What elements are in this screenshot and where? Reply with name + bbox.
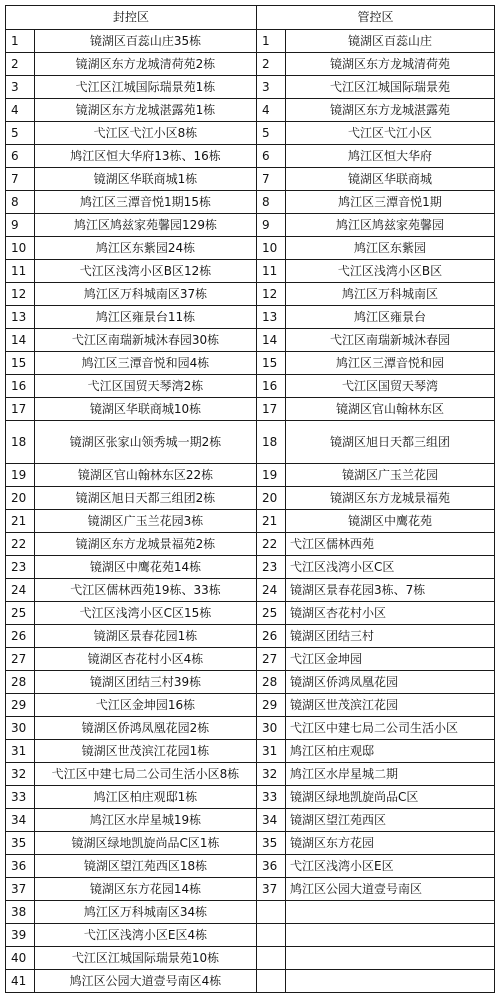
table-row: [6, 191, 495, 214]
lockdown-index-cell: 13: [6, 306, 35, 329]
lockdown-zone-cell: 镜湖区世茂滨江花园1栋: [35, 740, 257, 763]
table-row: [6, 352, 495, 375]
control-zone-cell: 镜湖区东方龙城湛露苑: [286, 99, 495, 122]
table-row: [6, 924, 495, 947]
control-index-cell: 10: [257, 237, 286, 260]
control-index-cell: 16: [257, 375, 286, 398]
lockdown-index-cell: 6: [6, 145, 35, 168]
control-index-cell: 8: [257, 191, 286, 214]
control-index-cell: 25: [257, 602, 286, 625]
control-index-cell: 1: [257, 30, 286, 53]
table-row: [6, 306, 495, 329]
table-row: [6, 145, 495, 168]
table-row: [6, 510, 495, 533]
lockdown-index-cell: 9: [6, 214, 35, 237]
table-row: [6, 625, 495, 648]
lockdown-index-cell: 31: [6, 740, 35, 763]
control-index-cell: 12: [257, 283, 286, 306]
control-zone-cell: 弋江区江城国际瑞景苑: [286, 76, 495, 99]
lockdown-zone-cell: 鸠江区雍景台11栋: [35, 306, 257, 329]
table-row: [6, 832, 495, 855]
control-zone-cell: 镜湖区中鹰花苑: [286, 510, 495, 533]
control-zone-cell: [286, 970, 495, 993]
lockdown-index-cell: 25: [6, 602, 35, 625]
table-row: [6, 533, 495, 556]
control-index-cell: 26: [257, 625, 286, 648]
control-index-cell: 29: [257, 694, 286, 717]
control-zone-cell: 鸠江区万科城南区: [286, 283, 495, 306]
lockdown-zone-cell: 弋江区浅湾小区C区15栋: [35, 602, 257, 625]
table-row: [6, 970, 495, 993]
table-row: [6, 237, 495, 260]
table-row: [6, 464, 495, 487]
lockdown-zone-cell: 弋江区金坤园16栋: [35, 694, 257, 717]
control-zone-cell: 镜湖区华联商城: [286, 168, 495, 191]
control-zone-cell: 鸠江区东紫园: [286, 237, 495, 260]
control-index-cell: 18: [257, 421, 286, 464]
control-zone-cell: 镜湖区团结三村: [286, 625, 495, 648]
lockdown-zone-cell: 镜湖区景春花园1栋: [35, 625, 257, 648]
table-row: [6, 375, 495, 398]
table-row: [6, 671, 495, 694]
lockdown-index-cell: 20: [6, 487, 35, 510]
lockdown-index-cell: 38: [6, 901, 35, 924]
lockdown-index-cell: 35: [6, 832, 35, 855]
lockdown-index-cell: 23: [6, 556, 35, 579]
control-zone-cell: 镜湖区杏花村小区: [286, 602, 495, 625]
lockdown-zone-cell: 鸠江区恒大华府13栋、16栋: [35, 145, 257, 168]
lockdown-zone-cell: 鸠江区三潭音悦1期15栋: [35, 191, 257, 214]
control-index-cell: 5: [257, 122, 286, 145]
lockdown-zone-cell: 弋江区儒林西苑19栋、33栋: [35, 579, 257, 602]
control-index-cell: 27: [257, 648, 286, 671]
control-zone-cell: 鸠江区雍景台: [286, 306, 495, 329]
header-control-zone: 管控区: [257, 6, 495, 30]
control-zone-cell: 鸠江区水岸星城二期: [286, 763, 495, 786]
control-index-cell: 37: [257, 878, 286, 901]
control-index-cell: 4: [257, 99, 286, 122]
table-row: [6, 786, 495, 809]
lockdown-index-cell: 32: [6, 763, 35, 786]
control-zone-cell: 弋江区浅湾小区C区: [286, 556, 495, 579]
table-row: [6, 740, 495, 763]
control-zone-cell: 弋江区国贸天琴湾: [286, 375, 495, 398]
lockdown-zone-cell: 弋江区弋江小区8栋: [35, 122, 257, 145]
control-zone-cell: [286, 924, 495, 947]
lockdown-zone-cell: 镜湖区广玉兰花园3栋: [35, 510, 257, 533]
control-index-cell: 13: [257, 306, 286, 329]
table-row: [6, 947, 495, 970]
control-zone-cell: 鸠江区恒大华府: [286, 145, 495, 168]
lockdown-index-cell: 4: [6, 99, 35, 122]
lockdown-index-cell: 10: [6, 237, 35, 260]
control-index-cell: 28: [257, 671, 286, 694]
zone-table-container: [5, 5, 495, 993]
control-index-cell: 31: [257, 740, 286, 763]
lockdown-index-cell: 37: [6, 878, 35, 901]
control-zone-cell: 弋江区南瑞新城沐春园: [286, 329, 495, 352]
header-row: [6, 6, 495, 30]
control-index-cell: [257, 947, 286, 970]
table-row: [6, 717, 495, 740]
table-row: [6, 579, 495, 602]
table-row: [6, 763, 495, 786]
lockdown-index-cell: 2: [6, 53, 35, 76]
lockdown-zone-cell: 鸠江区柏庄观邸1栋: [35, 786, 257, 809]
table-row: [6, 809, 495, 832]
lockdown-zone-cell: 镜湖区东方龙城景福苑2栋: [35, 533, 257, 556]
lockdown-zone-cell: 镜湖区张家山领秀城一期2栋: [35, 421, 257, 464]
lockdown-zone-cell: 鸠江区万科城南区37栋: [35, 283, 257, 306]
lockdown-index-cell: 8: [6, 191, 35, 214]
lockdown-index-cell: 27: [6, 648, 35, 671]
control-zone-cell: 镜湖区侨鸿凤凰花园: [286, 671, 495, 694]
lockdown-index-cell: 17: [6, 398, 35, 421]
lockdown-index-cell: 14: [6, 329, 35, 352]
lockdown-index-cell: 33: [6, 786, 35, 809]
lockdown-zone-cell: 弋江区江城国际瑞景苑10栋: [35, 947, 257, 970]
control-zone-cell: 镜湖区东方花园: [286, 832, 495, 855]
control-zone-cell: 弋江区儒林西苑: [286, 533, 495, 556]
lockdown-zone-cell: 镜湖区东方龙城湛露苑1栋: [35, 99, 257, 122]
control-index-cell: 22: [257, 533, 286, 556]
table-row: [6, 487, 495, 510]
control-index-cell: 14: [257, 329, 286, 352]
lockdown-zone-cell: 鸠江区公园大道壹号南区4栋: [35, 970, 257, 993]
table-row: [6, 329, 495, 352]
lockdown-zone-cell: 镜湖区旭日天都三组团2栋: [35, 487, 257, 510]
lockdown-index-cell: 1: [6, 30, 35, 53]
lockdown-zone-cell: 镜湖区东方龙城清荷苑2栋: [35, 53, 257, 76]
lockdown-index-cell: 24: [6, 579, 35, 602]
control-zone-cell: 镜湖区东方龙城清荷苑: [286, 53, 495, 76]
lockdown-index-cell: 34: [6, 809, 35, 832]
lockdown-zone-cell: 弋江区中建七局二公司生活小区8栋: [35, 763, 257, 786]
lockdown-index-cell: 11: [6, 260, 35, 283]
lockdown-zone-cell: 镜湖区望江苑西区18栋: [35, 855, 257, 878]
lockdown-index-cell: 7: [6, 168, 35, 191]
control-index-cell: 23: [257, 556, 286, 579]
header-lockdown-zone: 封控区: [6, 6, 257, 30]
control-zone-cell: 镜湖区旭日天都三组团: [286, 421, 495, 464]
control-zone-cell: 镜湖区广玉兰花园: [286, 464, 495, 487]
control-zone-cell: 鸠江区柏庄观邸: [286, 740, 495, 763]
lockdown-index-cell: 18: [6, 421, 35, 464]
control-index-cell: 2: [257, 53, 286, 76]
table-row: [6, 878, 495, 901]
table-row: [6, 76, 495, 99]
control-index-cell: 3: [257, 76, 286, 99]
control-zone-cell: 镜湖区官山翰林东区: [286, 398, 495, 421]
lockdown-index-cell: 21: [6, 510, 35, 533]
table-row: [6, 260, 495, 283]
table-row: [6, 99, 495, 122]
lockdown-zone-cell: 镜湖区绿地凯旋尚品C区1栋: [35, 832, 257, 855]
control-zone-cell: 鸠江区三潭音悦1期: [286, 191, 495, 214]
lockdown-zone-cell: 镜湖区百蕊山庄35栋: [35, 30, 257, 53]
lockdown-zone-cell: 弋江区浅湾小区E区4栋: [35, 924, 257, 947]
control-zone-cell: 鸠江区鸠兹家苑馨园: [286, 214, 495, 237]
table-row: [6, 214, 495, 237]
control-index-cell: 19: [257, 464, 286, 487]
table-row: [6, 855, 495, 878]
lockdown-zone-cell: 弋江区江城国际瑞景苑1栋: [35, 76, 257, 99]
control-zone-cell: 弋江区金坤园: [286, 648, 495, 671]
lockdown-index-cell: 36: [6, 855, 35, 878]
lockdown-index-cell: 30: [6, 717, 35, 740]
control-zone-cell: 鸠江区三潭音悦和园: [286, 352, 495, 375]
control-index-cell: [257, 924, 286, 947]
table-row: [6, 122, 495, 145]
control-zone-cell: 鸠江区公园大道壹号南区: [286, 878, 495, 901]
lockdown-zone-cell: 弋江区南瑞新城沐春园30栋: [35, 329, 257, 352]
table-row: [6, 421, 495, 464]
lockdown-index-cell: 19: [6, 464, 35, 487]
table-row: [6, 168, 495, 191]
control-index-cell: 6: [257, 145, 286, 168]
lockdown-zone-cell: 镜湖区侨鸿凤凰花园2栋: [35, 717, 257, 740]
control-zone-cell: 镜湖区望江苑西区: [286, 809, 495, 832]
lockdown-index-cell: 29: [6, 694, 35, 717]
control-zone-cell: 弋江区浅湾小区E区: [286, 855, 495, 878]
control-index-cell: 24: [257, 579, 286, 602]
control-zone-cell: 镜湖区东方龙城景福苑: [286, 487, 495, 510]
control-zone-cell: [286, 947, 495, 970]
table-row: [6, 53, 495, 76]
lockdown-index-cell: 12: [6, 283, 35, 306]
table-row: [6, 30, 495, 53]
table-row: [6, 694, 495, 717]
lockdown-index-cell: 26: [6, 625, 35, 648]
lockdown-zone-cell: 鸠江区水岸星城19栋: [35, 809, 257, 832]
control-index-cell: 34: [257, 809, 286, 832]
control-index-cell: 15: [257, 352, 286, 375]
control-zone-cell: 镜湖区世茂滨江花园: [286, 694, 495, 717]
lockdown-index-cell: 5: [6, 122, 35, 145]
lockdown-zone-cell: 鸠江区万科城南区34栋: [35, 901, 257, 924]
table-row: [6, 283, 495, 306]
lockdown-index-cell: 40: [6, 947, 35, 970]
lockdown-index-cell: 39: [6, 924, 35, 947]
control-index-cell: 30: [257, 717, 286, 740]
control-index-cell: 11: [257, 260, 286, 283]
control-index-cell: 9: [257, 214, 286, 237]
control-zone-cell: 弋江区中建七局二公司生活小区: [286, 717, 495, 740]
control-index-cell: 20: [257, 487, 286, 510]
zone-table: [5, 5, 495, 993]
lockdown-index-cell: 22: [6, 533, 35, 556]
control-zone-cell: 镜湖区景春花园3栋、7栋: [286, 579, 495, 602]
lockdown-zone-cell: 镜湖区华联商城1栋: [35, 168, 257, 191]
control-index-cell: 35: [257, 832, 286, 855]
table-row: [6, 901, 495, 924]
lockdown-zone-cell: 镜湖区东方花园14栋: [35, 878, 257, 901]
lockdown-index-cell: 41: [6, 970, 35, 993]
lockdown-zone-cell: 弋江区国贸天琴湾2栋: [35, 375, 257, 398]
control-zone-cell: 弋江区弋江小区: [286, 122, 495, 145]
lockdown-zone-cell: 镜湖区杏花村小区4栋: [35, 648, 257, 671]
lockdown-zone-cell: 鸠江区三潭音悦和园4栋: [35, 352, 257, 375]
lockdown-zone-cell: 镜湖区团结三村39栋: [35, 671, 257, 694]
lockdown-zone-cell: 镜湖区官山翰林东区22栋: [35, 464, 257, 487]
table-row: [6, 648, 495, 671]
control-zone-cell: 镜湖区百蕊山庄: [286, 30, 495, 53]
control-index-cell: 7: [257, 168, 286, 191]
lockdown-index-cell: 16: [6, 375, 35, 398]
lockdown-zone-cell: 镜湖区中鹰花苑14栋: [35, 556, 257, 579]
control-zone-cell: [286, 901, 495, 924]
lockdown-index-cell: 28: [6, 671, 35, 694]
lockdown-index-cell: 15: [6, 352, 35, 375]
lockdown-zone-cell: 鸠江区鸠兹家苑馨园129栋: [35, 214, 257, 237]
control-index-cell: 17: [257, 398, 286, 421]
control-index-cell: [257, 901, 286, 924]
control-index-cell: [257, 970, 286, 993]
lockdown-zone-cell: 镜湖区华联商城10栋: [35, 398, 257, 421]
table-row: [6, 602, 495, 625]
lockdown-zone-cell: 鸠江区东紫园24栋: [35, 237, 257, 260]
control-index-cell: 32: [257, 763, 286, 786]
lockdown-zone-cell: 弋江区浅湾小区B区12栋: [35, 260, 257, 283]
control-index-cell: 33: [257, 786, 286, 809]
control-zone-cell: 弋江区浅湾小区B区: [286, 260, 495, 283]
table-row: [6, 556, 495, 579]
lockdown-index-cell: 3: [6, 76, 35, 99]
control-zone-cell: 镜湖区绿地凯旋尚品C区: [286, 786, 495, 809]
control-index-cell: 21: [257, 510, 286, 533]
control-index-cell: 36: [257, 855, 286, 878]
table-row: [6, 398, 495, 421]
